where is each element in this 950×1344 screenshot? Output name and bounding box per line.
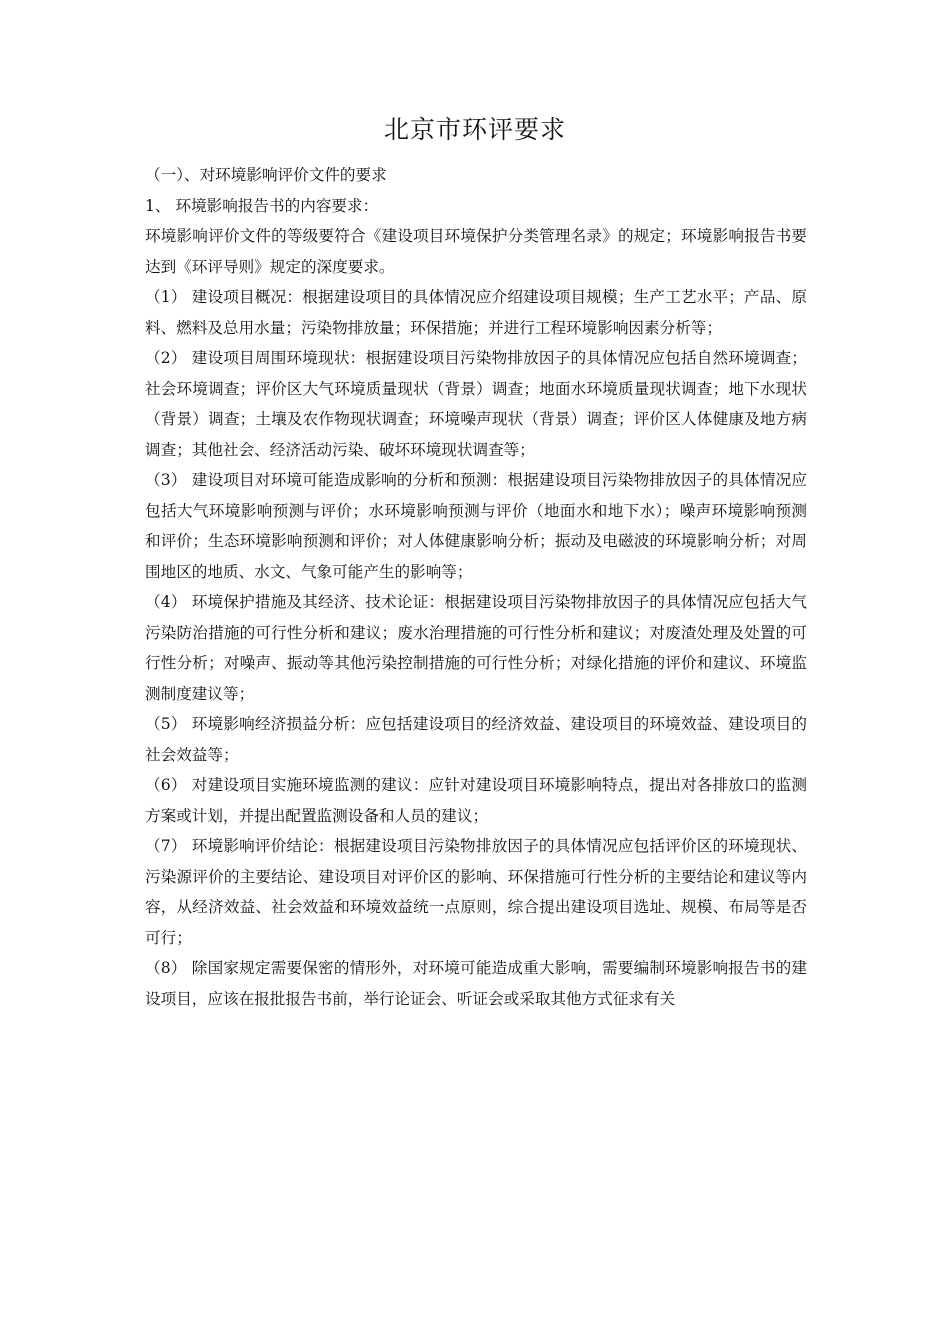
- subsection-heading: 1、 环境影响报告书的内容要求：: [145, 196, 379, 215]
- paragraph-item-8: （8） 除国家规定需要保密的情形外，对环境可能造成重大影响，需要编制环境影响报告书的建设项目，应该在报批报告书前，举行论证会、听证会或采取其他方式征求有关: [145, 959, 807, 1008]
- section-heading: （一）、对环境影响评价文件的要求: [145, 166, 387, 184]
- document-title: 北京市环评要求: [383, 115, 566, 144]
- paragraph-item-6: （6） 对建设项目实施环境监测的建议：应针对建设项目环境影响特点，提出对各排放口的监测方案或计划，并提出配置监测设备和人员的建议；: [145, 776, 807, 825]
- document-body: [145, 160, 807, 1014]
- paragraph-item-3: （3） 建设项目对环境可能造成影响的分析和预测：根据建设项目污染物排放因子的具体情况应包括大气环境影响预测与评价；水环境影响预测与评价（地面水和地下水）；噪声环境影响预测和评价；生态环境影响预测和评价；对人体健康影响分析；振动及电磁波的环境影响分析；对周围地区的地质、水文、气象可能产生的影响等；: [145, 471, 807, 581]
- paragraph-item-2: （2） 建设项目周围环境现状：根据建设项目污染物排放因子的具体情况应包括自然环境调查；社会环境调查；评价区大气环境质量现状（背景）调查；地面水环境质量现状调查；地下水现状（背景）调查；土壤及农作物现状调查；环境噪声现状（背景）调查；评价区人体健康及地方病调查；其他社会、经济活动污染、破坏环境现状调查等；: [145, 349, 807, 459]
- paragraph-item-7: （7） 环境影响评价结论：根据建设项目污染物排放因子的具体情况应包括评价区的环境现状、污染源评价的主要结论、建设项目对评价区的影响、环保措施可行性分析的主要结论和建议等内容，从经济效益、社会效益和环境效益统一点原则，综合提出建设项目选址、规模、布局等是否可行；: [145, 837, 807, 947]
- paragraph-intro: 环境影响评价文件的等级要符合《建设项目环境保护分类管理名录》的规定；环境影响报告书要达到《环评导则》规定的深度要求。: [145, 227, 807, 276]
- paragraph-item-5: （5） 环境影响经济损益分析：应包括建设项目的经济效益、建设项目的环境效益、建设项目的社会效益等；: [145, 715, 807, 764]
- paragraph-item-4: （4） 环境保护措施及其经济、技术论证：根据建设项目污染物排放因子的具体情况应包括大气污染防治措施的可行性分析和建议；废水治理措施的可行性分析和建议；对废渣处理及处置的可行性分析；对噪声、振动等其他污染控制措施的可行性分析；对绿化措施的评价和建议、环境监测制度建议等；: [145, 593, 807, 703]
- paragraph-item-1: （1） 建设项目概况：根据建设项目的具体情况应介绍建设项目规模；生产工艺水平；产品、原料、燃料及总用水量；污染物排放量；环保措施；并进行工程环境影响因素分析等；: [145, 288, 807, 337]
